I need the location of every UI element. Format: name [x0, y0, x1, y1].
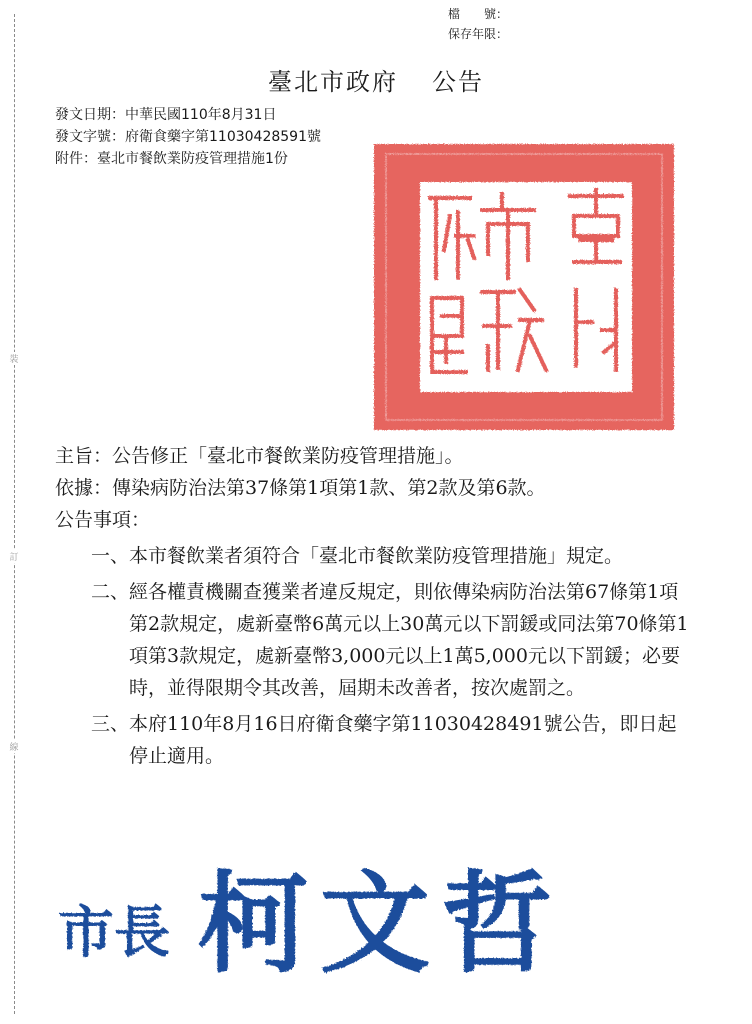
- item-number: 二、: [90, 581, 129, 603]
- signature-title: 市長: [58, 900, 170, 966]
- basis-line: 依據：傳染病防治法第37條第1項第1款、第2款及第6款。: [55, 477, 546, 499]
- list-item: [55, 576, 705, 704]
- signature-brush-mark: [58, 859, 564, 980]
- document-body: [55, 440, 705, 772]
- item-text: 本府110年8月16日府衛食藥字第11030428491號公告，即日起停止適用。: [129, 713, 677, 767]
- reference-number: 發文字號：府衛食藥字第11030428591號: [55, 129, 321, 145]
- signature-name: 柯文哲: [198, 859, 564, 980]
- list-item: [55, 540, 705, 572]
- document-header: [55, 104, 321, 170]
- issue-date: 發文日期：中華民國110年8月31日: [55, 107, 277, 123]
- list-item: [55, 708, 705, 772]
- attachment: 附件：臺北市餐飲業防疫管理措施1份: [55, 151, 288, 167]
- binding-line: [14, 14, 15, 1014]
- binding-mark-2: 訂: [6, 550, 22, 563]
- item-text: 經各權責機關查獲業者違反規定，則依傳染病防治法第67條第1項第2款規定，處新臺幣6萬元以上30萬元以下罰鍰或同法第70條第1項第3款規定，處新臺幣3,000元以上1萬5,000元以下罰鍰；必要時，並得限期令其改善，屆期未改善者，按次處罰之。: [129, 581, 689, 699]
- item-number: 三、: [90, 713, 129, 735]
- retention-label: 保存年限：: [448, 27, 509, 41]
- subject-line: 主旨：公告修正「臺北市餐飲業防疫管理措施」。: [55, 445, 464, 467]
- item-number: 一、: [90, 545, 129, 567]
- page-title: [0, 62, 752, 97]
- item-text: 本市餐飲業者須符合「臺北市餐飲業防疫管理措施」規定。: [129, 545, 624, 567]
- file-number-label: 檔 號：: [448, 7, 509, 21]
- title-doc-type: 公告: [432, 68, 484, 96]
- seal-stamp-mark: [374, 144, 674, 430]
- official-seal: [370, 140, 678, 434]
- binding-mark-1: 裝: [6, 352, 22, 365]
- items-heading: 公告事項：: [55, 509, 151, 531]
- title-org: 臺北市政府: [268, 68, 398, 96]
- file-meta: [448, 4, 508, 44]
- binding-mark-3: 線: [6, 740, 22, 753]
- mayor-signature: [58, 850, 598, 980]
